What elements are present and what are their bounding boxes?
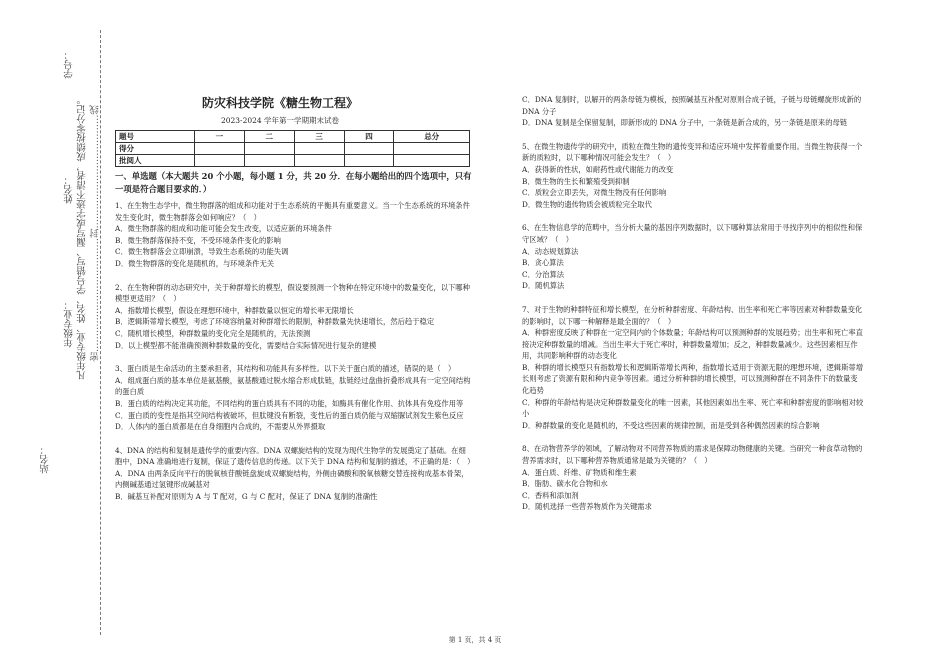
exam-subtitle: 2023-2024 学年第一学期期末试卷	[220, 116, 340, 125]
option-a[interactable]: A．蛋白质、纤维、矿物质和维生素	[522, 467, 637, 477]
question-5	[522, 141, 864, 211]
option-b[interactable]: B．脂肪、碳水化合物和水	[522, 479, 608, 489]
score-cell[interactable]	[195, 143, 245, 155]
score-table-header-cell: 四	[344, 131, 394, 143]
option-d[interactable]: D．微生物的遗传物质会被质粒完全取代	[522, 199, 652, 209]
option-a[interactable]: A．指数增长模型，假设在理想环境中，种群数量以恒定的增长率无限增长	[115, 305, 354, 315]
option-b[interactable]: B．微生物的生长和繁殖受到抑制	[522, 176, 630, 186]
option-b[interactable]: B．微生物群落保持不变，不受环境条件变化的影响	[115, 235, 281, 245]
question-stem: 8、在动物营养学的领域，了解动物对不同营养物质的需求是保障动物健康的关键。当研究一种食草动物的营养需求时，以下哪种营养物质通常是最为关键的？（ ）	[522, 444, 863, 466]
binding-notice: 凡年级专业、姓名、学号错写、漏写或字迹不清者，成绩按零分记。	[77, 95, 88, 380]
option-d[interactable]: D．随机算法	[522, 281, 565, 291]
student-name-label: 姓名：	[64, 175, 75, 204]
score-table-header-cell: 一	[195, 131, 245, 143]
option-b[interactable]: B．贪心算法	[522, 258, 564, 268]
score-table	[115, 130, 470, 167]
score-cell[interactable]	[344, 143, 394, 155]
exam-title: 防灾科技学院《糖生物工程》	[201, 96, 358, 110]
score-row-label: 得分	[116, 143, 195, 155]
option-c[interactable]: C．微生物群落会立即崩溃，导致生态系统的功能失调	[115, 247, 289, 257]
option-c[interactable]: C．DNA 复制时，以解开的两条母链为模板，按照碱基互补配对原则合成子链，子链与母链螺旋形成新的 DNA 分子	[522, 95, 862, 116]
option-a[interactable]: A．种群密度反映了种群在一定空间内的个体数量；年龄结构可以预测种群的发展趋势；出生率和死亡率直接决定种群数量的增减。当出生率大于死亡率时，种群数量增加；反之，种群数量减少。这些因素相互作用，共同影响种群的动态变化	[522, 328, 863, 361]
grader-row-label: 批阅人	[116, 155, 195, 167]
score-cell[interactable]	[294, 143, 344, 155]
option-b[interactable]: B．逻辑斯蒂增长模型，考虑了环境容纳量对种群增长的限制，种群数量先快速增长，然后趋于稳定	[115, 317, 435, 327]
score-table-header-cell: 三	[294, 131, 344, 143]
question-8	[522, 443, 864, 513]
option-a[interactable]: A．DNA 由两条反向平行的脱氧核苷酸链盘旋成双螺旋结构，外侧由磷酸和脱氧核糖交替连接构成基本骨架，内侧碱基通过氢键形成碱基对	[115, 468, 469, 490]
section-heading: 一、单选题（本大题共 20 个小题，每小题 1 分，共 20 分．在每小题给出的四个选项中，只有一项是符合题目要求的．）	[115, 171, 472, 194]
grader-cell[interactable]	[344, 155, 394, 167]
option-a[interactable]: A．微生物群落的组成和功能可能会发生改变，以适应新的环境条件	[115, 224, 332, 234]
grader-cell[interactable]	[394, 155, 470, 167]
option-d[interactable]: D．随机选择一些营养物质作为关键需求	[522, 502, 652, 512]
option-a[interactable]: A．组成蛋白质的基本单位是氨基酸，氨基酸通过脱水缩合形成肽链，肽链经过盘曲折叠形成具有一定空间结构的蛋白质	[115, 375, 471, 397]
option-b[interactable]: B．碱基互补配对原则为 A 与 T 配对，G 与 C 配对，保证了 DNA 复制的准确性	[115, 492, 378, 502]
question-3	[115, 363, 473, 433]
question-stem: 4、DNA 的结构和复制是遗传学的重要内容。DNA 双螺旋结构的发现为现代生物学的发展奠定了基础。在细胞中，DNA 准确地进行复制，保证了遗传信息的传递。以下关于 DNA 结构和复制的描述，不正确的是：（ ）	[115, 445, 475, 467]
option-d[interactable]: D．以上模型都不能准确预测种群数量的变化，需要结合实际情况进行复杂的建模	[115, 340, 377, 350]
option-b[interactable]: B．蛋白质的结构决定其功能，不同结构的蛋白质具有不同的功能，如酶具有催化作用、抗体具有免疫作用等	[115, 398, 464, 408]
option-c[interactable]: C．分治算法	[522, 269, 565, 279]
option-b[interactable]: B．种群的增长模型只有指数增长和逻辑斯蒂增长两种，指数增长适用于资源无限的理想环境，逻辑斯蒂增长则考虑了资源有限和种内竞争等因素。通过分析种群的增长模型，可以预测种群在不同条件下的数量变化趋势	[522, 362, 864, 396]
question-4	[115, 445, 473, 503]
grader-cell[interactable]	[195, 155, 245, 167]
question-1	[115, 200, 473, 270]
score-table-header-cell: 题号	[116, 131, 195, 143]
score-cell[interactable]	[394, 143, 470, 155]
option-c[interactable]: C．随机增长模型，种群数量的变化完全是随机的，无法预测	[115, 328, 311, 338]
option-c[interactable]: C．种群的年龄结构是决定种群数量变化的唯一因素，其他因素如出生率、死亡率和种群密度的影响相对较小	[522, 397, 864, 419]
option-d[interactable]: D．种群数量的变化是随机的，不受这些因素的规律控制，而是受到各种偶然因素的综合影响	[522, 420, 820, 430]
question-stem: 2、在生物种群的动态研究中，关于种群增长的模型，假设要预测一个物种在特定环境中的数量变化，以下哪种模型更适用？（ ）	[115, 282, 470, 304]
option-c[interactable]: C．蛋白质的变性是指其空间结构被破坏，但肽键没有断裂，变性后的蛋白质仍能与双缩脲试剂发生紫色反应	[115, 410, 464, 420]
seal-line-text: 密………………………………封………………………………线	[90, 105, 101, 362]
grader-cell[interactable]	[294, 155, 344, 167]
score-cell[interactable]	[244, 143, 294, 155]
option-c[interactable]: C．质粒会立即丢失，对微生物没有任何影响	[522, 188, 667, 198]
option-d[interactable]: D．微生物群落的变化是随机的，与环境条件无关	[115, 258, 275, 268]
score-table-header-cell: 总分	[394, 131, 470, 143]
question-stem: 3、蛋白质是生命活动的主要承担者，其结构和功能具有多样性。以下关于蛋白质的描述，错误的是（ ）	[115, 364, 456, 374]
option-d[interactable]: D．人体内的蛋白质都是在自身细胞内合成的，不需要从外界摄取	[115, 422, 326, 432]
student-id-label: 学号：	[64, 50, 75, 79]
page-footer: 第 1 页，共 4 页	[448, 636, 502, 644]
question-stem: 7、对于生物的种群特征和增长模型，在分析种群密度、年龄结构、出生率和死亡率等因素对种群数量变化的影响时，以下哪一种解释是最全面的？（ ）	[522, 304, 863, 326]
question-stem: 1、在生物生态学中，微生物群落的组成和功能对于生态系统的平衡具有重要意义。当一个生态系统的环境条件发生变化时，微生物群落会如何响应？（ ）	[115, 201, 470, 222]
question-stem: 6、在生物信息学的范畴中，当分析大量的基因序列数据时，以下哪种算法常用于寻找序列中的相似性和保守区域？（ ）	[522, 223, 863, 244]
option-a[interactable]: A．动态规划算法	[522, 246, 579, 256]
score-table-header	[116, 131, 470, 143]
grader-cell[interactable]	[244, 155, 294, 167]
right-column	[522, 94, 864, 513]
left-column	[115, 170, 473, 503]
score-table-header-cell: 二	[244, 131, 294, 143]
option-d[interactable]: D．DNA 复制是全保留复制，即新形成的 DNA 分子中，一条链是新合成的，另一条链是原来的母链	[522, 118, 848, 128]
question-6	[522, 222, 864, 292]
question-stem: 5、在微生物遗传学的研究中，质粒在微生物的遗传变异和适应环境中发挥着重要作用。当微生物获得一个新的质粒时，以下哪种情况可能会发生？（ ）	[522, 141, 863, 163]
option-c[interactable]: C．香料和添加剂	[522, 490, 579, 500]
question-2	[115, 282, 473, 352]
grade-major-label: 年级专业：	[64, 300, 75, 348]
question-7	[522, 304, 864, 432]
station-label: 站名：	[40, 445, 51, 474]
score-row	[116, 143, 470, 155]
grader-row	[116, 155, 470, 167]
option-a[interactable]: A．获得新的性状，如耐药性或代谢能力的改变	[522, 164, 674, 174]
